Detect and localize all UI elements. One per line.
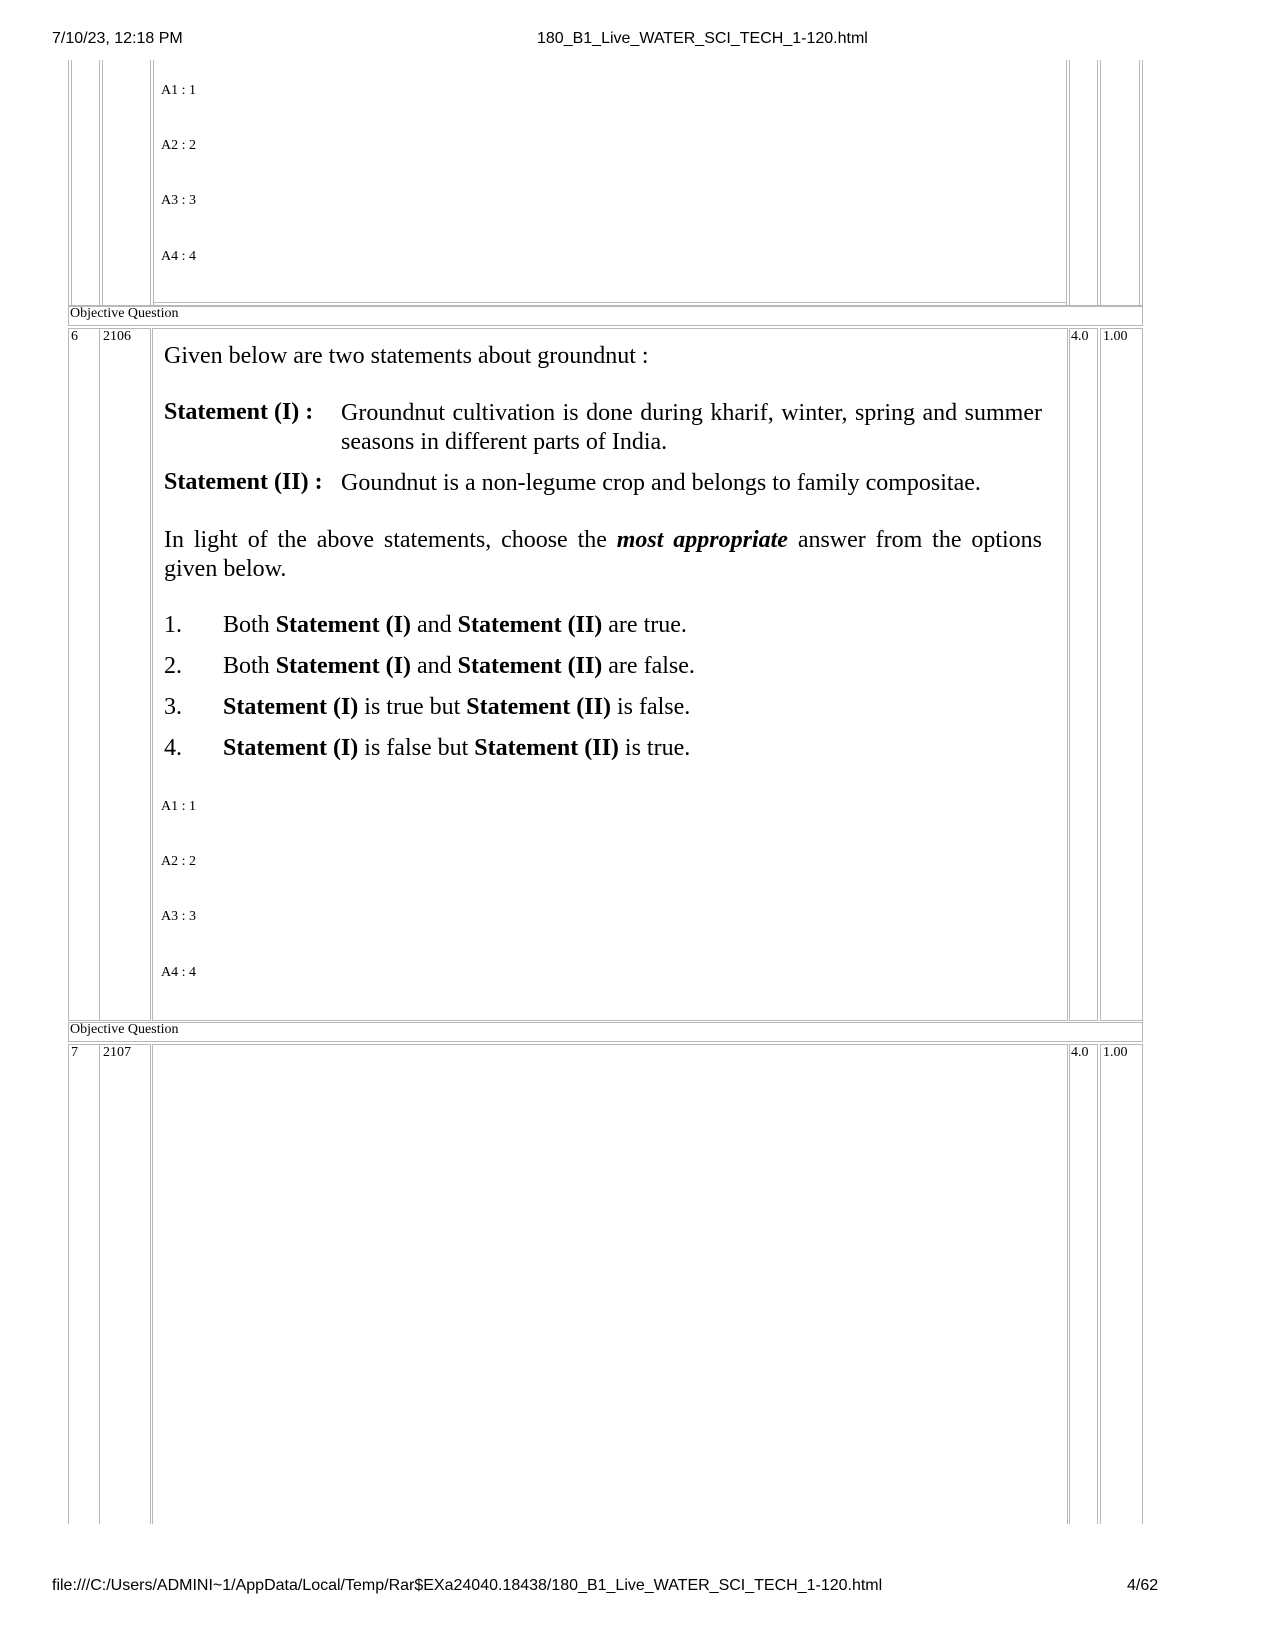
marks-value: 4.0 [1071,329,1089,344]
marks-cell [1069,328,1098,1021]
sno-cell [68,1044,100,1524]
qid-cell [99,328,151,1021]
option-number: 4. [164,735,182,761]
statement-1-label: Statement (I) : [164,399,314,425]
serial-number: 6 [71,329,78,344]
answer-option: A1 : 1 [161,799,196,814]
question-type-label: Objective Question [70,1022,179,1037]
negative-marks-cell [1100,1044,1143,1524]
answer-option: A1 : 1 [161,83,196,98]
question-id: 2106 [103,329,131,344]
print-filename: 180_B1_Live_WATER_SCI_TECH_1-120.html [537,30,868,47]
page-number: 4/62 [1127,1577,1159,1594]
question-type-label: Objective Question [70,306,179,321]
option-text: Statement (I) is true but Statement (II) is false. [223,694,691,720]
statement-2-label: Statement (II) : [164,469,323,495]
negative-marks-cell [1100,328,1143,1021]
option-number: 2. [164,653,182,679]
statement-2-text: Goundnut is a non-legume crop and belongs to family compositae. [341,470,981,496]
question-instruction: In light of the above statements, choose the most appropriate answer from the options given below. [164,527,1043,582]
option-number: 1. [164,612,182,638]
option-number: 3. [164,694,182,720]
print-datetime: 7/10/23, 12:18 PM [52,30,183,47]
question-type-row [68,306,1143,326]
serial-number: 7 [71,1045,78,1060]
option-text: Statement (I) is false but Statement (II) is true. [223,735,691,761]
answer-option: A2 : 2 [161,138,196,153]
file-path: file:///C:/Users/ADMINI~1/AppData/Local/Temp/Rar$EXa24040.18438/180_B1_Live_WATER_SCI_TECH_1-120.html [52,1577,883,1594]
question-id: 2107 [103,1045,131,1060]
question-intro: Given below are two statements about groundnut : [164,343,649,369]
answer-option: A3 : 3 [161,909,196,924]
negative-marks-value: 1.00 [1103,329,1128,344]
answer-option: A2 : 2 [161,854,196,869]
question-content-cell [152,1044,1068,1524]
question-type-row [68,1022,1143,1042]
statement-1-text: Groundnut cultivation is done during kharif, winter, spring and summer seasons in different parts of India. [341,400,1042,455]
marks-cell [1069,1044,1098,1524]
answer-option: A3 : 3 [161,193,196,208]
marks-value: 4.0 [1071,1045,1089,1060]
option-text: Both Statement (I) and Statement (II) are false. [223,653,695,679]
answer-option: A4 : 4 [161,249,196,264]
answer-option: A4 : 4 [161,965,196,980]
negative-marks-value: 1.00 [1103,1045,1128,1060]
qid-cell [99,1044,151,1524]
option-text: Both Statement (I) and Statement (II) are true. [223,612,687,638]
sno-cell [68,328,100,1021]
